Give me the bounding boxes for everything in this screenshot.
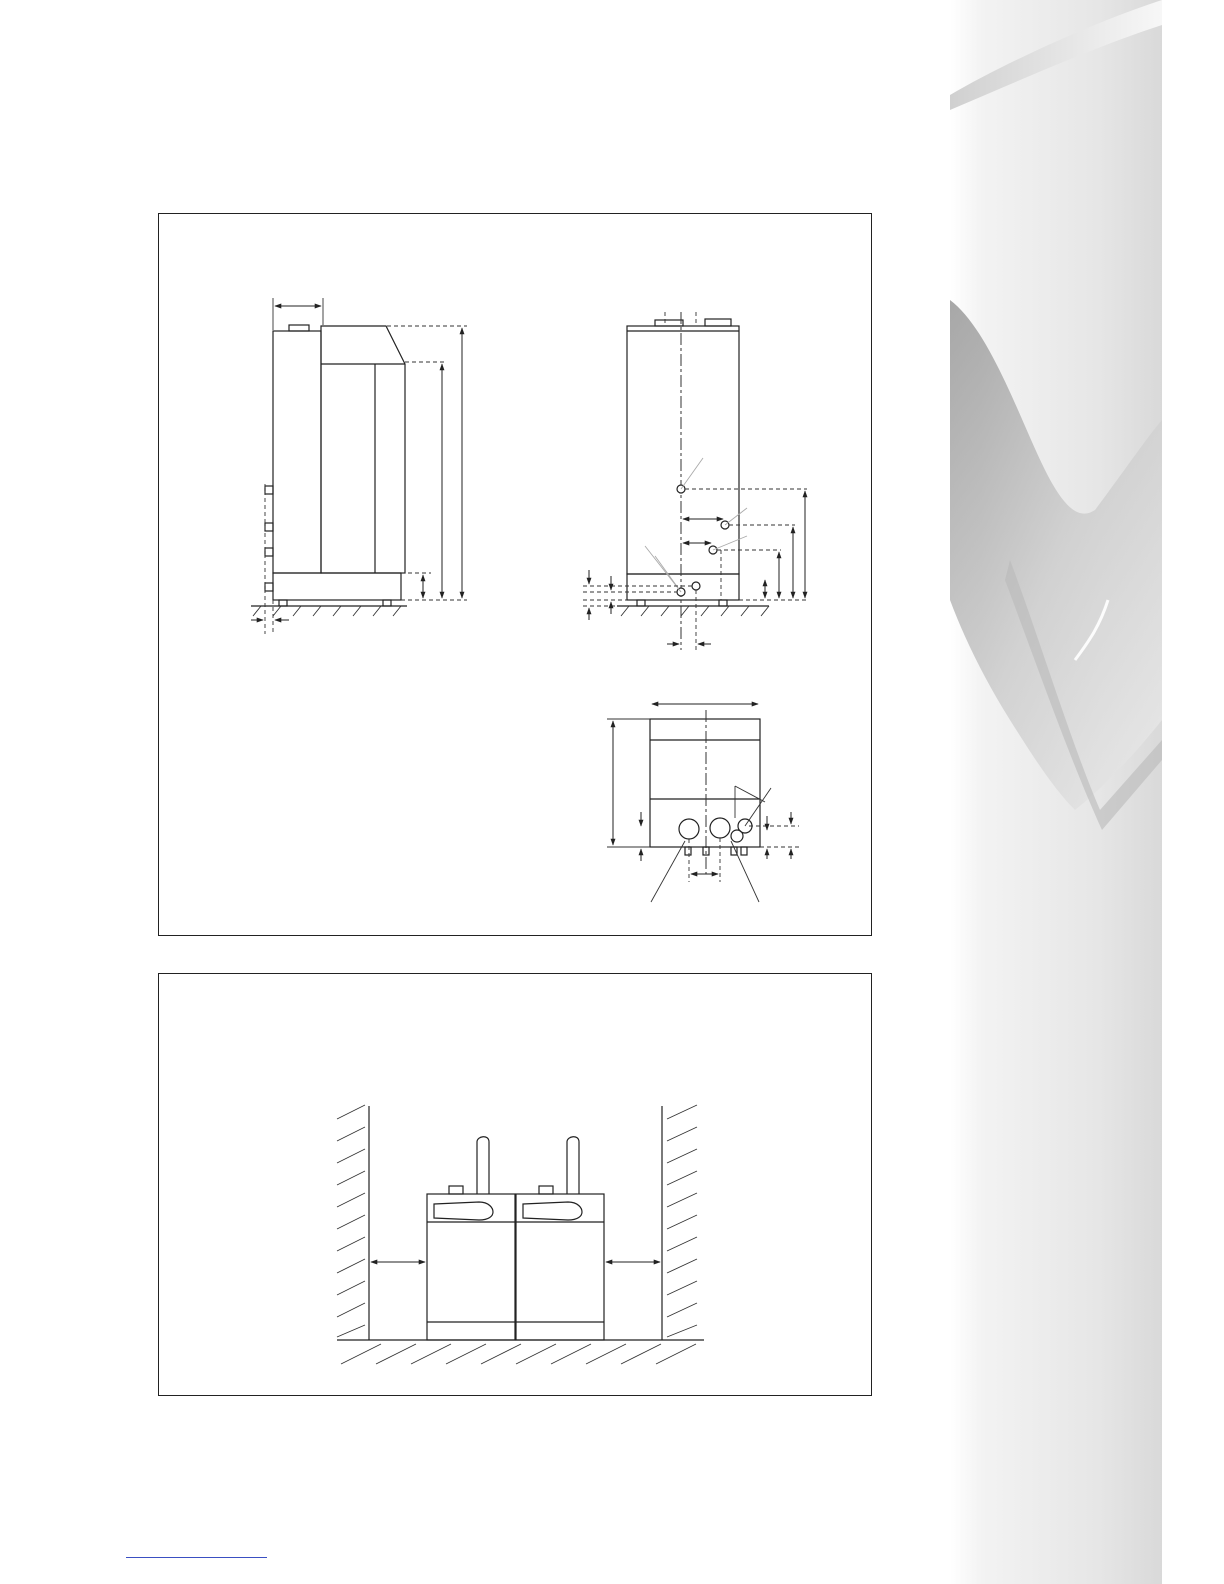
top-view	[607, 704, 799, 902]
boiler-unit-2	[516, 1137, 604, 1340]
front-view	[583, 312, 807, 650]
right-wall	[662, 1105, 697, 1340]
footer-link-rule	[126, 1557, 267, 1558]
dimension-drawing-panel	[158, 213, 872, 936]
boiler-dimension-drawing	[159, 214, 873, 937]
installation-clearance-drawing	[159, 974, 873, 1397]
floor	[337, 1340, 704, 1364]
installation-clearance-panel	[158, 973, 872, 1396]
boiler-unit-1	[427, 1137, 515, 1340]
side-view	[251, 298, 467, 634]
left-wall	[337, 1105, 369, 1340]
decorative-side-strip	[950, 0, 1224, 1584]
